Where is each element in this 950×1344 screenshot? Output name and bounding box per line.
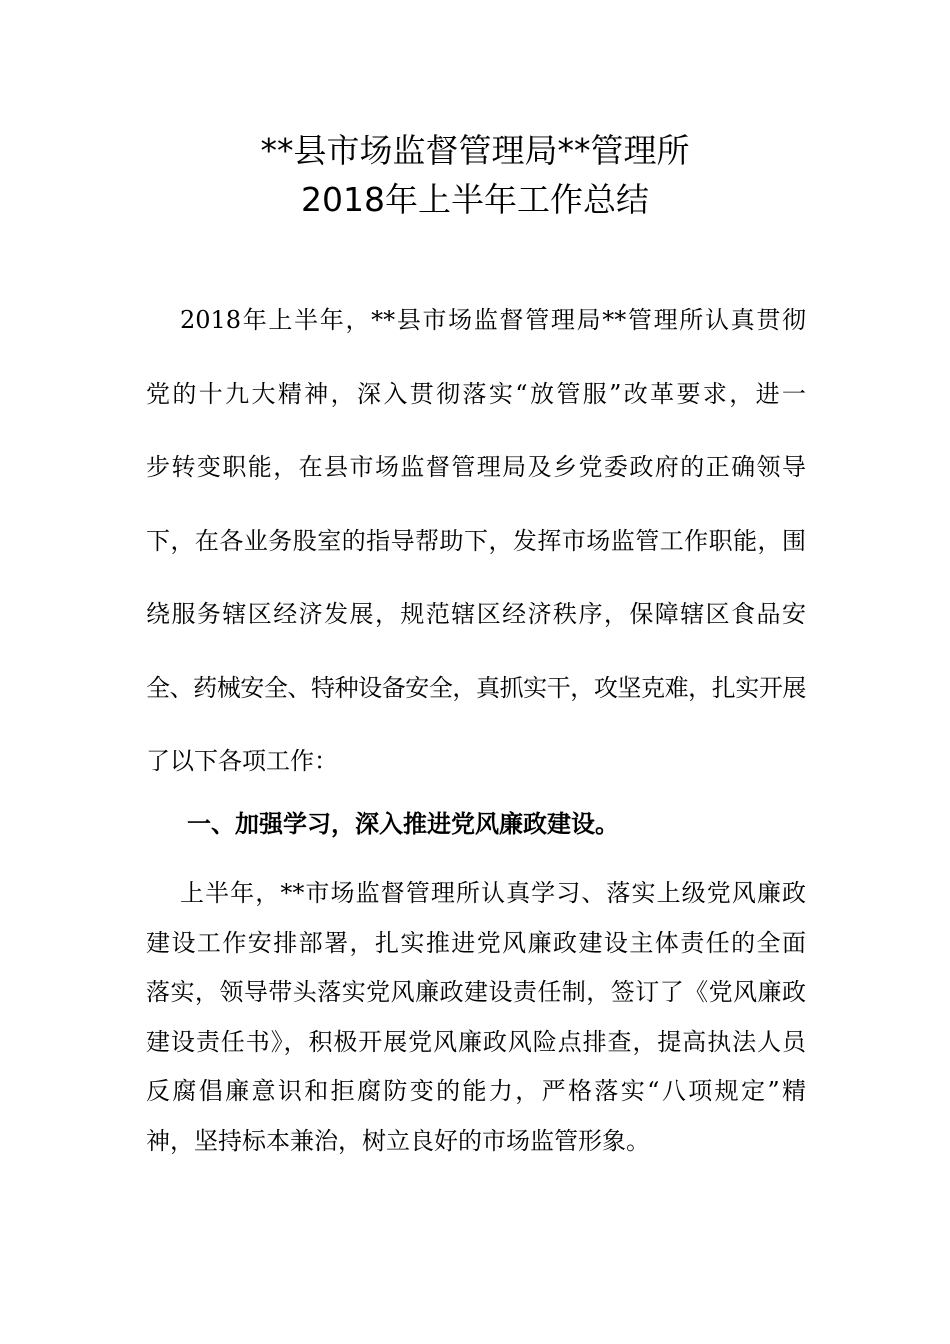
section-heading: 一、加强学习，深入推进党风廉政建设。	[187, 810, 619, 838]
paragraph-line: 2018年上半年，**县市场监督管理局**管理所认真贯彻	[180, 306, 806, 334]
paragraph-line: 绕服务辖区经济发展，规范辖区经济秩序，保障辖区食品安	[146, 600, 806, 628]
intro-paragraph	[146, 284, 806, 799]
paragraph-line: 神，坚持标本兼治，树立良好的市场监管形象。	[146, 1126, 650, 1155]
paragraph-line: 下，在各业务股室的指导帮助下，发挥市场监管工作职能，围	[146, 526, 806, 555]
document-title-line2: 2018年上半年工作总结	[301, 180, 649, 219]
paragraph-line: 了以下各项工作：	[146, 747, 338, 775]
paragraph-line: 落实，领导带头落实党风廉政建设责任制，签订了《党风廉政	[146, 978, 806, 1006]
paragraph-line: 步转变职能，在县市场监督管理局及乡党委政府的正确领导	[146, 453, 806, 481]
paragraph-line: 反腐倡廉意识和拒腐防变的能力，严格落实“八项规定”精	[146, 1077, 806, 1105]
paragraph-line: 党的十九大精神，深入贯彻落实“放管服”改革要求，进一	[146, 379, 806, 408]
document-title-line1: **县市场监督管理局**管理所	[260, 131, 690, 170]
paragraph-line: 建设责任书》，积极开展党风廉政风险点排查，提高执法人员	[146, 1027, 806, 1056]
paragraph-line: 全、药械安全、特种设备安全，真抓实干，攻坚克难，扎实开展	[146, 673, 806, 702]
paragraph-line: 上半年，**市场监督管理所认真学习、落实上级党风廉政	[180, 879, 806, 907]
section1-paragraph	[146, 869, 806, 1166]
paragraph-line: 建设工作安排部署，扎实推进党风廉政建设主体责任的全面	[146, 928, 806, 957]
